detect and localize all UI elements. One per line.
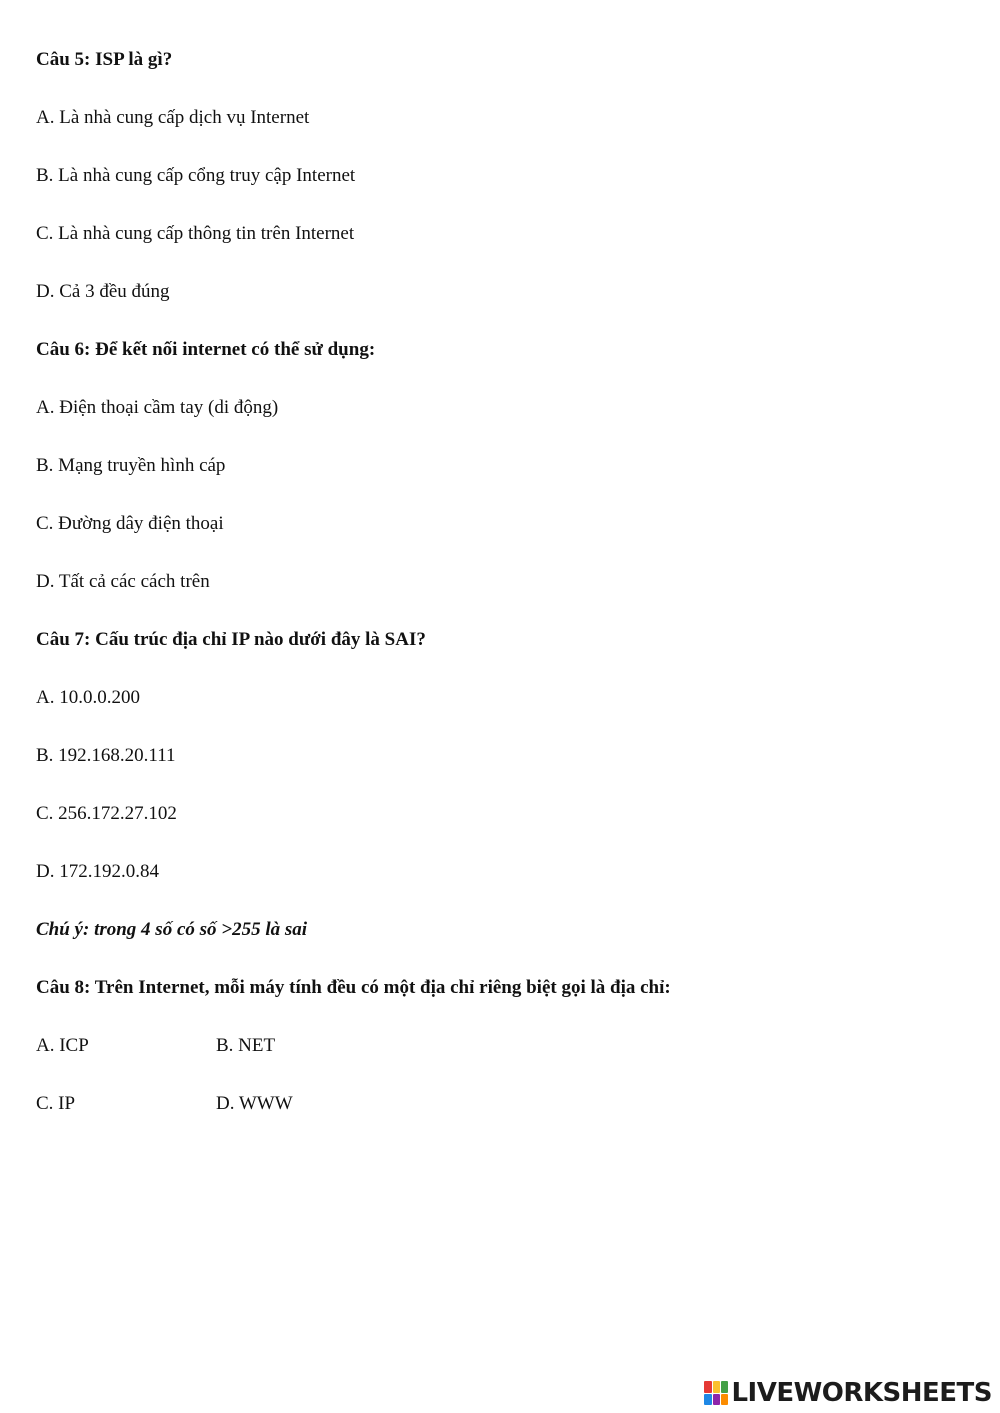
question-7-title: Câu 7: Cấu trúc địa chỉ IP nào dưới đây là SAI?: [36, 629, 426, 650]
liveworksheets-watermark: [704, 1378, 992, 1408]
question-6-title: Câu 6: Để kết nối internet có thể sử dụng:: [36, 339, 376, 360]
question-8-title: Câu 8: Trên Internet, mỗi máy tính đều có một địa chỉ riêng biệt gọi là địa chỉ:: [36, 977, 671, 998]
question-5-option-a: A. Là nhà cung cấp dịch vụ Internet: [36, 107, 310, 128]
liveworksheets-logo-icon: [704, 1381, 728, 1405]
logo-block: [721, 1394, 728, 1406]
question-7-option-a: A. 10.0.0.200: [36, 687, 140, 708]
question-8-option-c: C. IP: [36, 1093, 76, 1114]
question-6-option-a: A. Điện thoại cầm tay (di động): [36, 397, 279, 418]
watermark-text: LIVEWORKSHEETS: [731, 1378, 992, 1408]
logo-block: [713, 1394, 720, 1406]
question-5-title: Câu 5: ISP là gì?: [36, 49, 173, 70]
logo-block: [721, 1381, 728, 1393]
question-8-option-a: A. ICP: [36, 1035, 89, 1056]
logo-block: [704, 1381, 711, 1393]
question-7-note: Chú ý: trong 4 số có số >255 là sai: [36, 919, 308, 940]
logo-block: [704, 1394, 711, 1406]
question-5-option-c: C. Là nhà cung cấp thông tin trên Internet: [36, 223, 355, 244]
question-8-option-d: D. WWW: [216, 1093, 293, 1114]
question-6-option-d: D. Tất cả các cách trên: [36, 571, 210, 592]
question-7-option-b: B. 192.168.20.111: [36, 745, 176, 766]
question-5-option-b: B. Là nhà cung cấp cổng truy cập Internet: [36, 165, 356, 186]
question-8-option-b: B. NET: [216, 1035, 276, 1056]
question-6-option-b: B. Mạng truyền hình cáp: [36, 455, 226, 476]
question-7-option-c: C. 256.172.27.102: [36, 803, 177, 824]
logo-block: [713, 1381, 720, 1393]
question-7-option-d: D. 172.192.0.84: [36, 861, 159, 882]
question-6-option-c: C. Đường dây điện thoại: [36, 513, 224, 534]
question-5-option-d: D. Cả 3 đều đúng: [36, 281, 170, 302]
